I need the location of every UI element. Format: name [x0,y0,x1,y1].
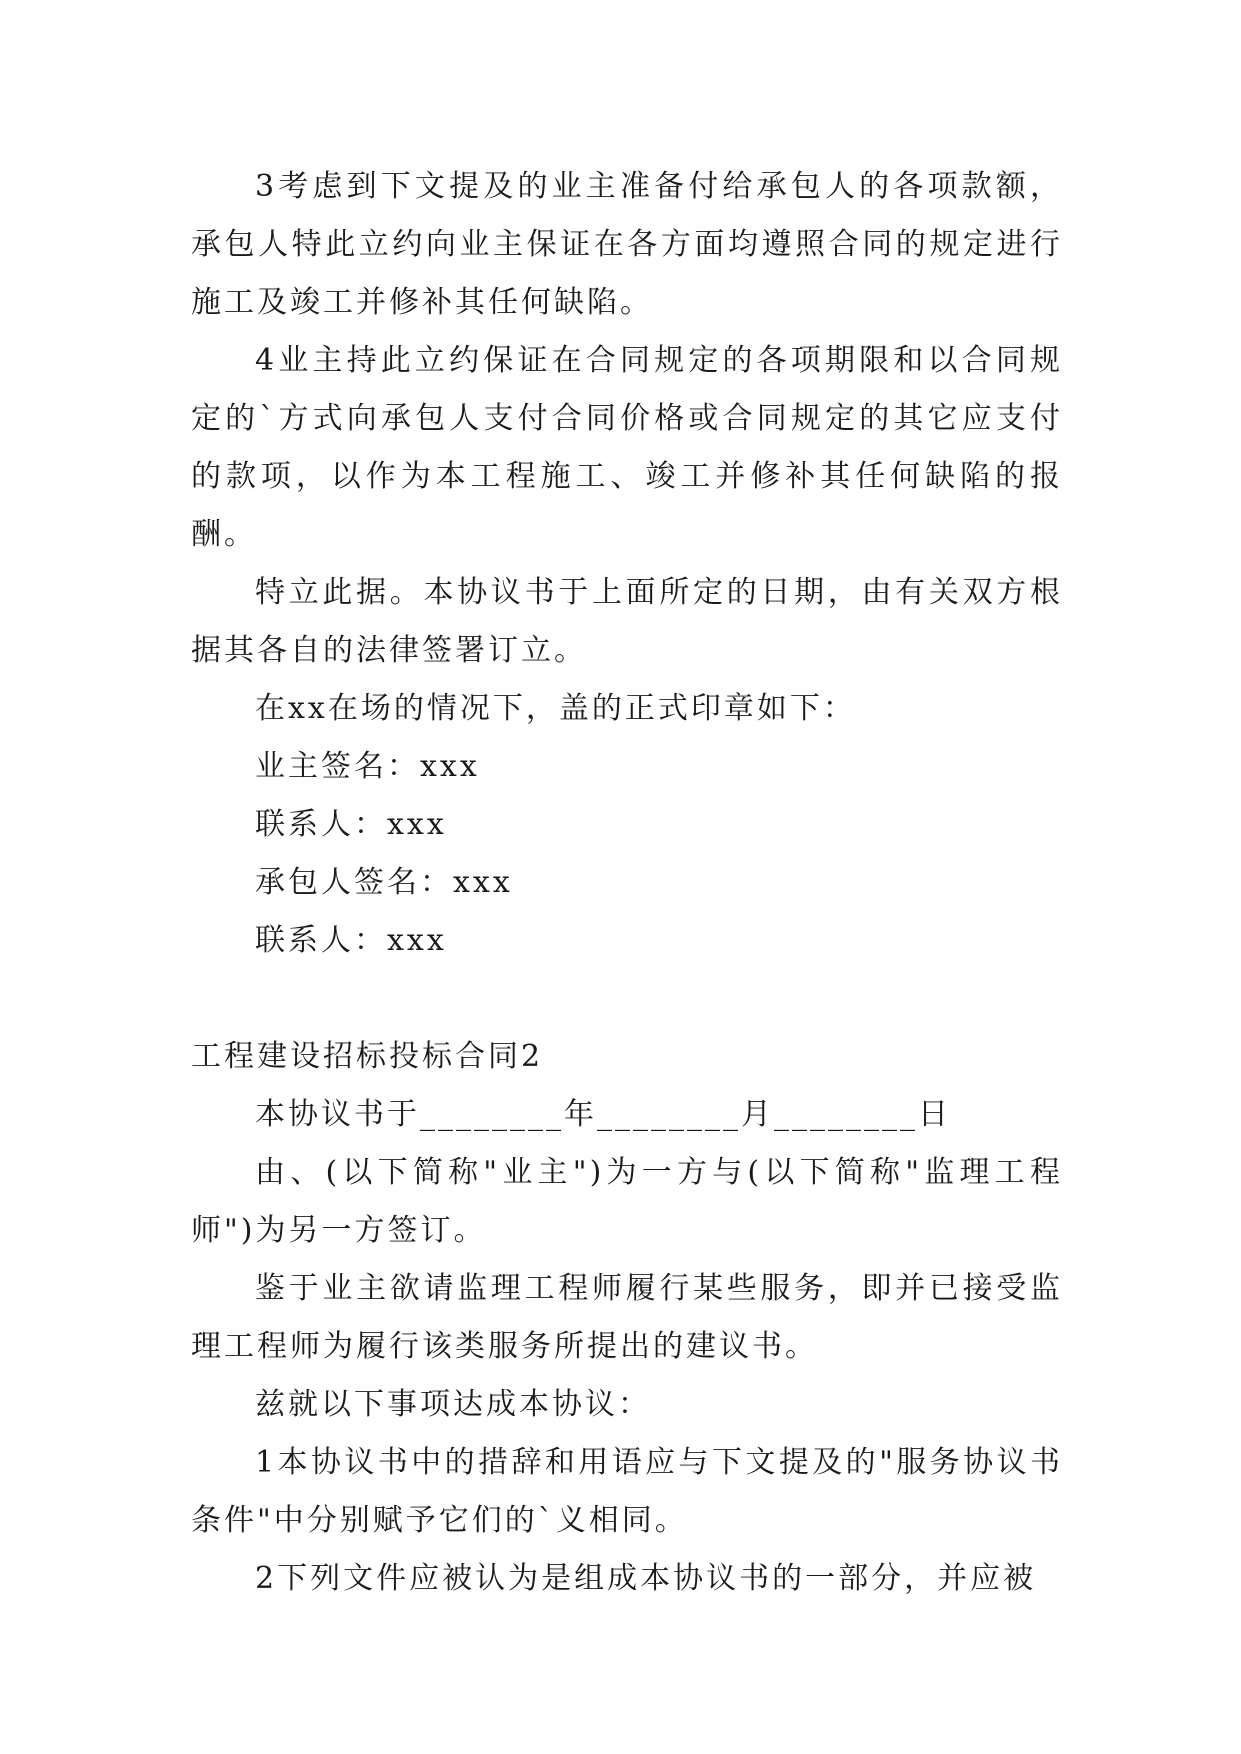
clause-1: 1本协议书中的措辞和用语应与下文提及的"服务协议书条件"中分别赋予它们的`义相同。 [191,1445,1063,1538]
witness-paragraph: 特立此据。本协议书于上面所定的日期，由有关双方根据其各自的法律签署订立。 [191,575,1063,668]
whereas-paragraph: 鉴于业主欲请监理工程师履行某些服务，即并已接受监理工程师为履行该类服务所提出的建议书。 [191,1271,1063,1364]
seal-paragraph: 在xx在场的情况下，盖的正式印章如下： [255,691,856,726]
parties-paragraph: 由、(以下简称"业主")为一方与(以下简称"监理工程师")为另一方签订。 [191,1155,1063,1248]
clause-3: 3考虑到下文提及的业主准备付给承包人的各项款额，承包人特此立约向业主保证在各方面均遵照合同的规定进行施工及竣工并修补其任何缺陷。 [191,169,1063,320]
document-page [191,158,1063,1608]
contractor-signature: 承包人签名：xxx [255,865,513,900]
section-title: 工程建设招标投标合同2 [191,1039,544,1074]
contractor-contact: 联系人：xxx [255,923,447,958]
agreement-intro: 兹就以下事项达成本协议： [255,1387,651,1422]
owner-signature: 业主签名：xxx [255,749,480,784]
clause-4: 4业主持此立约保证在合同规定的各项期限和以合同规定的`方式向承包人支付合同价格或合同规定的其它应支付的款项，以作为本工程施工、竣工并修补其任何缺陷的报酬。 [191,343,1063,552]
date-line: 本协议书于________年________月________日 [255,1097,951,1132]
clause-2: 2下列文件应被认为是组成本协议书的一部分，并应被 [255,1561,1037,1596]
owner-contact: 联系人：xxx [255,807,447,842]
